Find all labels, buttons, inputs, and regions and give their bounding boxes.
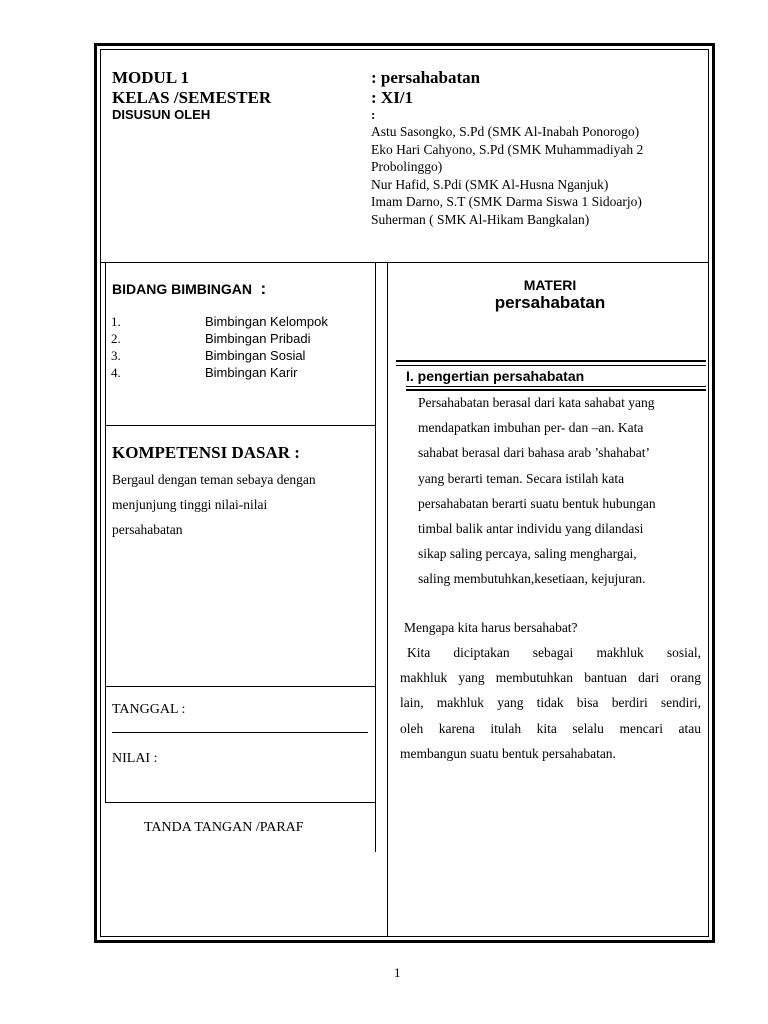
definition-paragraph: [418, 390, 708, 592]
list-text: Bimbingan Pribadi: [205, 331, 311, 346]
paragraph-line: Persahabatan berasal dari kata sahabat yang: [418, 395, 655, 410]
authors-list: [371, 123, 701, 228]
kd-divider: [105, 686, 376, 687]
author-line: Suherman ( SMK Al-Hikam Bangkalan): [371, 211, 590, 227]
signature-label: TANDA TANGAN /PARAF: [144, 820, 304, 835]
kompetensi-text: [112, 467, 362, 542]
tanggal-underline: [112, 732, 368, 733]
kompetensi-title: KOMPETENSI DASAR :: [112, 443, 300, 462]
disusun-colon: :: [371, 107, 376, 122]
tanggal-label: TANGGAL :: [112, 702, 186, 717]
modul-value: : persahabatan: [371, 68, 481, 87]
bidang-colon: :: [260, 279, 267, 298]
list-text: Bimbingan Sosial: [205, 348, 306, 363]
list-item: [111, 313, 371, 330]
paragraph-line: sikap saling percaya, saling menghargai,: [418, 546, 637, 562]
modul-label: MODUL 1: [112, 68, 189, 87]
kelas-label: KELAS /SEMESTER: [112, 88, 272, 107]
left-box-border-left: [105, 262, 106, 802]
list-number: 2.: [111, 331, 121, 346]
bidang-title: BIDANG BIMBINGAN: [112, 281, 252, 297]
nilai-divider: [105, 802, 376, 803]
disusun-label: DISUSUN OLEH: [112, 107, 211, 122]
header-divider: [101, 262, 708, 263]
kompetensi-line: persahabatan: [112, 522, 183, 537]
kompetensi-line: menjunjung tinggi nilai-nilai: [112, 497, 268, 512]
list-number: 1.: [111, 314, 121, 329]
paragraph-line: Kita diciptakan sebagai makhluk sosial,: [407, 645, 701, 660]
list-number: 4.: [111, 365, 121, 380]
section-rule-bottom-1: [406, 386, 706, 387]
author-line: Astu Sasongko, S.Pd (SMK Al-Inabah Ponorogo): [371, 124, 640, 139]
paragraph-line: sahabat berasal dari bahasa arab ’shahabat’: [418, 445, 651, 461]
paragraph-line: mendapatkan imbuhan per- dan –an. Kata: [418, 420, 644, 436]
list-item: [111, 347, 371, 364]
nilai-label: NILAI :: [112, 751, 158, 766]
kompetensi-line: Bergaul dengan teman sebaya dengan: [112, 472, 316, 487]
paragraph-line: membangun suatu bentuk persahabatan.: [400, 745, 616, 761]
author-line: Nur Hafid, S.Pdi (SMK Al-Husna Nganjuk): [371, 176, 609, 192]
materi-topic: persahabatan: [494, 293, 606, 312]
author-line: Probolinggo): [371, 159, 443, 174]
column-divider: [387, 262, 388, 937]
list-item: [111, 330, 371, 347]
page-number: 1: [394, 965, 401, 980]
section-rule-top-2: [396, 365, 706, 366]
materi-label: MATERI: [523, 277, 577, 293]
paragraph-line: saling membutuhkan,kesetiaan, kejujuran.: [418, 571, 646, 587]
kelas-value: : XI/1: [371, 88, 414, 107]
paragraph-line: persahabatan berarti suatu bentuk hubungan: [418, 495, 656, 511]
list-item: [111, 364, 371, 381]
list-text: Bimbingan Kelompok: [205, 314, 328, 329]
bidang-divider: [105, 425, 376, 426]
bidang-list: [111, 313, 371, 381]
section-title: I. pengertian persahabatan: [406, 368, 585, 384]
paragraph-line: yang berarti teman. Secara istilah kata: [418, 470, 625, 486]
bidang-heading: [112, 279, 266, 299]
paragraph-line: oleh karena itulah kita selalu mencari atau: [400, 720, 701, 736]
left-box-border-right: [375, 262, 376, 852]
list-number: 3.: [111, 348, 121, 363]
paragraph-line: lain, makhluk yang tidak bisa berdiri sendiri,: [400, 695, 701, 711]
paragraph-line: makhluk yang membutuhkan bantuan dari orang: [400, 670, 701, 686]
list-text: Bimbingan Karir: [205, 365, 298, 380]
author-line: Eko Hari Cahyono, S.Pd (SMK Muhammadiyah 2: [371, 141, 644, 157]
section-rule-top-1: [396, 360, 706, 362]
paragraph-line: timbal balik antar individu yang dilandasi: [418, 521, 644, 537]
author-line: Imam Darno, S.T (SMK Darma Siswa 1 Sidoarjo): [371, 194, 642, 209]
reason-paragraph: [400, 640, 701, 766]
question-text: Mengapa kita harus bersahabat?: [404, 620, 578, 635]
